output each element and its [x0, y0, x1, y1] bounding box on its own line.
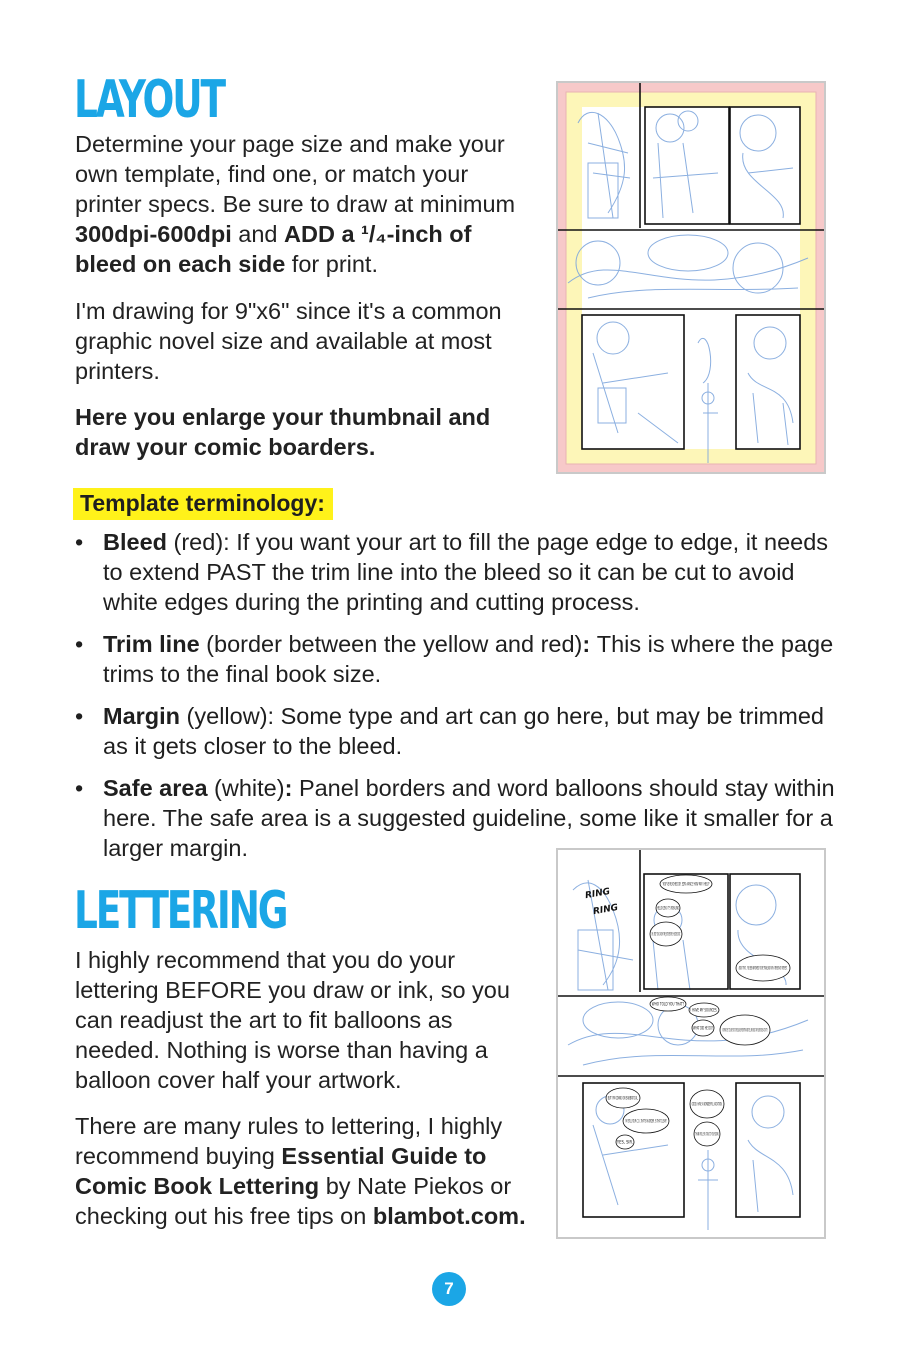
list-item: • Margin (yellow): Some type and art can go here, but may be trimmed as it gets closer to the bleed. — [75, 703, 824, 759]
balloon-text: OH, ROZ! YOU CAUGHT ME JUST BEFORE I HEADED OUT. — [651, 931, 681, 937]
balloon-text: THANK YOU, SIR. TALK TO YOU SOON. — [695, 1131, 719, 1137]
terminology-heading: Template terminology: — [73, 488, 333, 520]
lettered-sketch — [558, 850, 824, 1237]
balloon-text: I'M STILL YOUR C.O., THAT'S AN ORDER. IS THAT CLEAR? — [625, 1118, 667, 1124]
lettering-heading: LETTERING — [74, 881, 287, 941]
bullet-icon: • — [75, 703, 84, 729]
layout-heading: LAYOUT — [74, 70, 224, 130]
bullet-icon: • — [75, 529, 84, 555]
balloon-text: I HAVE MY SOURCES. — [690, 1007, 718, 1013]
balloon-text: WHAT DID HE DO? — [693, 1025, 713, 1031]
sfx-text: RING — [592, 902, 619, 918]
bullet-icon: • — [75, 775, 84, 801]
layout-paragraph-3: Here you enlarge your thumbnail and draw your comic boarders. — [75, 404, 491, 460]
lettering-paragraph-2: There are many rules to lettering, I highly recommend buying Essential Guide to Comic Book Lettering by Nate Piekos or checking out his free tips on blambot.com. — [75, 1113, 526, 1229]
balloon-text: YOU'VE REACHED DR. EZRA VANCE! HOW MAY I HELP? — [662, 881, 710, 887]
template-sketch — [558, 83, 824, 472]
balloon-text: GOOD. HAVE A WONDERFUL VACATION. — [691, 1101, 723, 1107]
layout-paragraph-1: Determine your page size and make your own template, find one, or match your printer specs. Be sure to draw at minimum 300dpi-600dpi and ADD a ¹/₄-inch of bleed on each side for print. — [75, 131, 516, 277]
balloon-text: ABOUT THAT... I'VE BEEN INFORMED YOU'RE TRAVELING WITH A PERSON OF INTEREST. — [738, 965, 788, 971]
list-item: • Trim line (border between the yellow and red): This is where the page trims to the final book size. — [75, 631, 834, 687]
sfx-text: RING — [584, 886, 611, 902]
balloon-text: HELLO EZRA, IT'S ROSALIND — [657, 905, 679, 911]
balloon-text: YES, SIR. — [616, 1139, 634, 1145]
lettering-paragraph-1: I highly recommend that you do your lettering BEFORE you draw or ink, so you can readjust the art to fit balloons as needed. Nothing is worse than having a balloon cover half your artwork. — [75, 947, 510, 1093]
terminology-list — [75, 527, 835, 875]
balloon-text: WHO TOLD YOU THAT? — [651, 1001, 685, 1007]
list-item: • Bleed (red): If you want your art to fill the page edge to edge, it needs to extend PAST the trim line into the bleed so it can be cut to avoid white edges during the printing and cutting process. — [75, 529, 829, 615]
lettered-sketch-figure — [556, 848, 826, 1239]
balloon-text: NOTHING YET. I'D LIKE YOU TO REGULARLY REPORT IN AND TELL ME ABOUT ANY SUSPICIOUS ACTIVITY. — [722, 1027, 768, 1033]
page-number: 7 — [432, 1272, 466, 1306]
list-item: • Safe area (white): Panel borders and word balloons should stay within here. The safe area is a suggested guideline, some like it smaller for a larger margin. — [75, 775, 835, 861]
balloon-text: BUT I'M GOING ON SABBATICAL. — [607, 1095, 639, 1101]
bullet-icon: • — [75, 631, 84, 657]
template-sketch-figure — [556, 81, 826, 474]
layout-paragraph-2: I'm drawing for 9"x6" since it's a common graphic novel size and available at most printers. — [75, 298, 502, 384]
